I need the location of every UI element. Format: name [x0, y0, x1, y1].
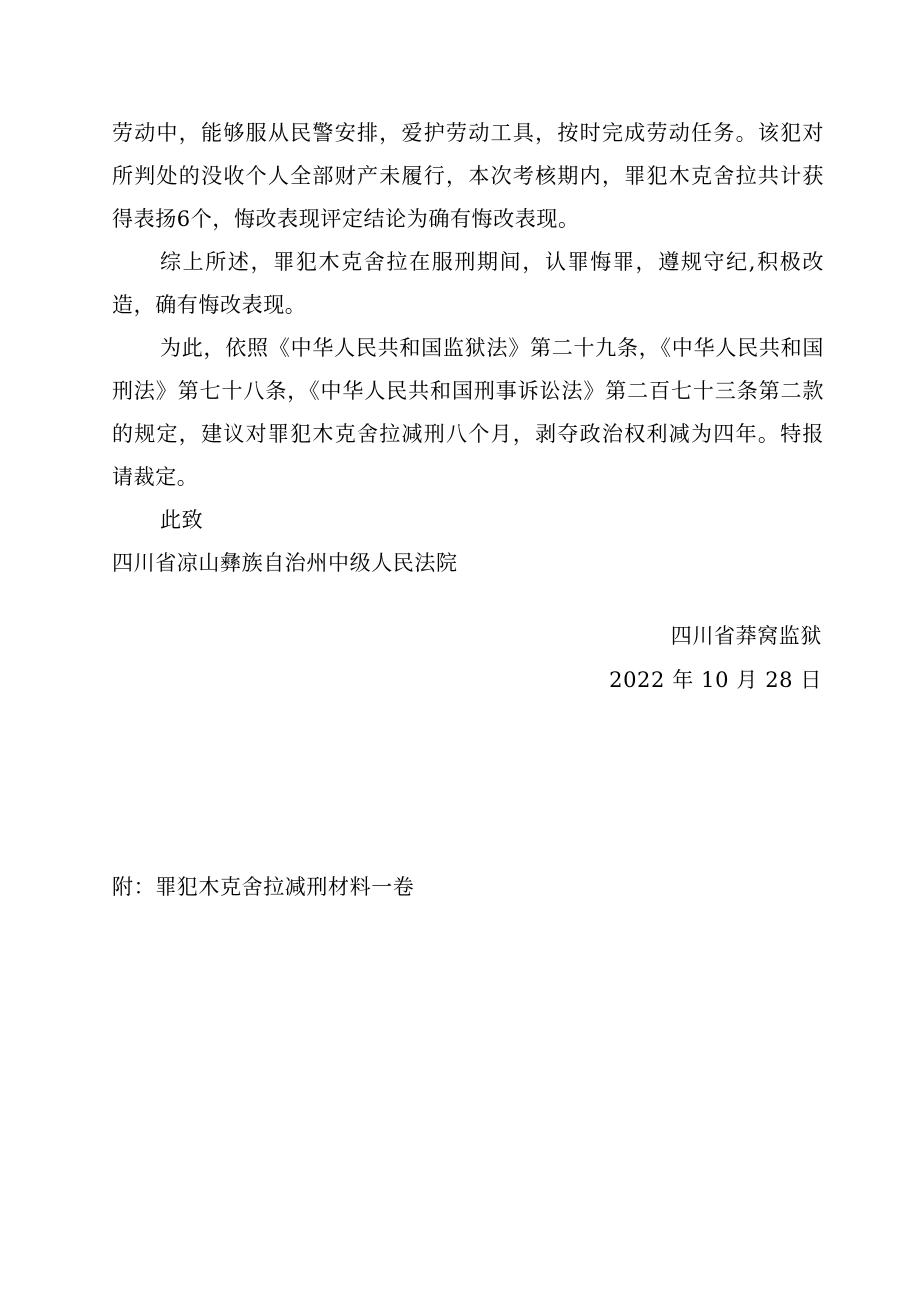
signature-organization: 四川省莽窝监狱 [670, 624, 822, 648]
salutation: 此致 [160, 508, 204, 532]
document-body [112, 112, 824, 585]
paragraph-legal-basis: 为此，依照《中华人民共和国监狱法》第二十九条，《中华人民共和国刑法》第七十八条，《中华人民共和国刑事诉讼法》第二百七十三条第二款的规定，建议对罪犯木克舍拉减刑八个月，剥夺政治权利减为四年。特报请裁定。 [112, 336, 824, 489]
attachment-note: 附：罪犯木克舍拉减刑材料一卷 [112, 875, 415, 899]
recipient-court: 四川省凉山彝族自治州中级人民法院 [112, 551, 458, 575]
paragraph-summary: 综上所述，罪犯木克舍拉在服刑期间，认罪悔罪，遵规守纪,积极改造，确有悔改表现。 [112, 250, 824, 317]
paragraph-labor-performance: 劳动中，能够服从民警安排，爱护劳动工具，按时完成劳动任务。该犯对所判处的没收个人全部财产未履行，本次考核期内，罪犯木克舍拉共计获得表扬6个，悔改表现评定结论为确有悔改表现。 [112, 121, 824, 231]
signature-date: 2022 年 10 月 28 日 [609, 668, 822, 692]
signature-block [609, 614, 822, 702]
